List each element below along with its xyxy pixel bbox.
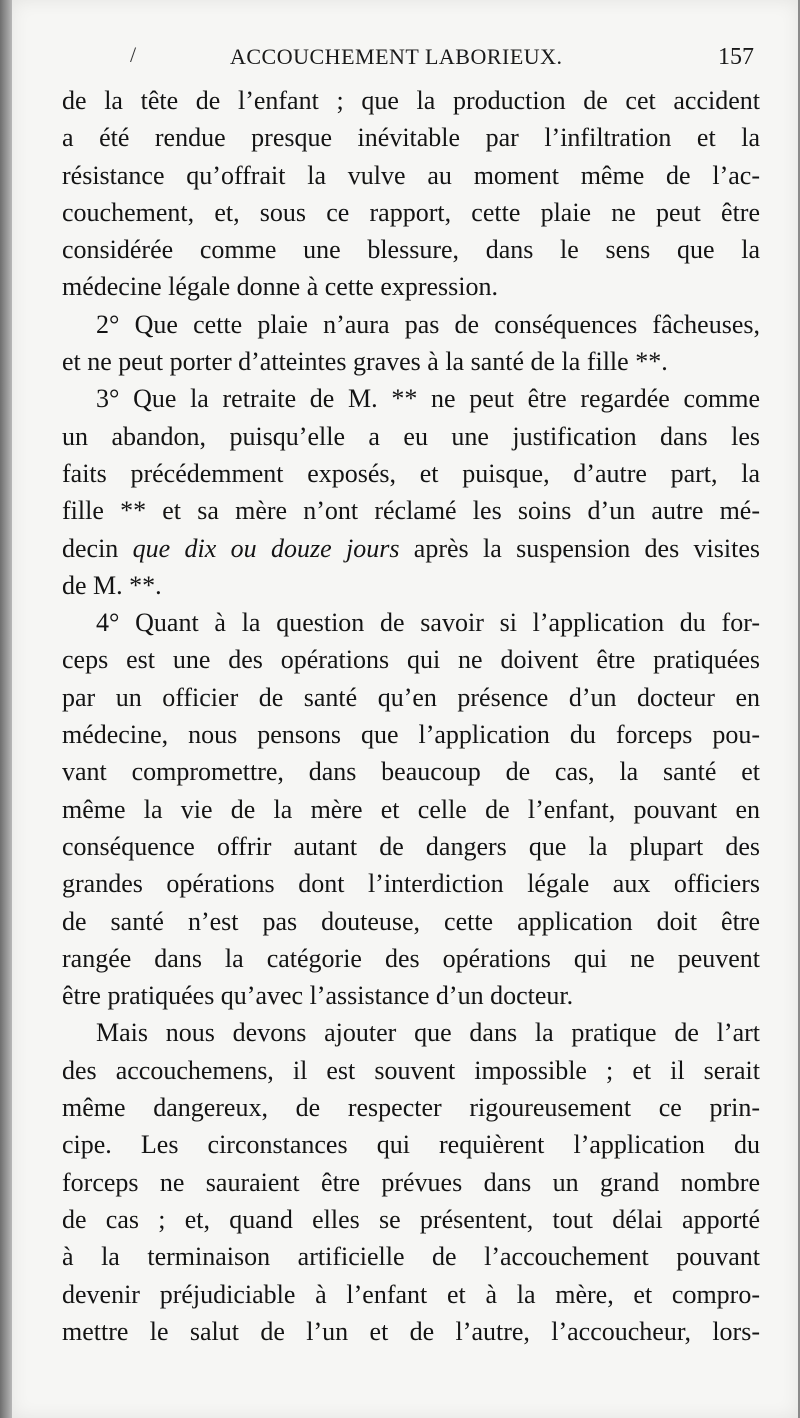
text-line: considérée comme une blessure, dans le sens que la [62, 235, 760, 265]
text-line: fille ** et sa mère n’ont réclamé les soins d’un autre mé- [62, 496, 760, 526]
text-line: ceps est une des opérations qui ne doivent être pratiquées [62, 645, 760, 675]
text-line: couchement, et, sous ce rapport, cette plaie ne peut être [62, 197, 760, 227]
text-line-mixed [62, 530, 760, 567]
text-line: mettre le salut de l’un et de l’autre, l’accoucheur, lors- [62, 1316, 760, 1346]
running-title: ACCOUCHEMENT LABORIEUX. [230, 44, 563, 69]
text-line: et ne peut porter d’atteintes graves à la santé de la fille **. [62, 347, 668, 377]
text-line: résistance qu’offrait la vulve au moment même de l’ac- [62, 160, 760, 190]
text-line: de M. **. [62, 570, 162, 600]
text-line: 4° Quant à la question de savoir si l’application du for- [96, 608, 760, 638]
text-segment: decin [62, 533, 119, 563]
text-line: a été rendue presque inévitable par l’infiltration et la [62, 123, 760, 153]
text-line: un abandon, puisqu’elle a eu une justification dans les [62, 421, 760, 451]
page-header [122, 40, 754, 80]
text-line: des accouchemens, il est souvent impossible ; et il serait [62, 1055, 760, 1085]
text-line: médecine légale donne à cette expression. [62, 272, 499, 302]
text-line: par un officier de santé qu’en présence d’un docteur en [62, 682, 760, 712]
page-number: 157 [718, 44, 754, 70]
page-left-edge [0, 0, 12, 1418]
text-line: vant compromettre, dans beaucoup de cas, la santé et [62, 757, 760, 787]
text-line: de santé n’est pas douteuse, cette application doit être [62, 906, 760, 936]
text-line: de la tête de l’enfant ; que la production de cet accident [62, 86, 760, 115]
text-line: forceps ne sauraient être prévues dans un grand nombre [62, 1167, 760, 1197]
text-line: être pratiquées qu’avec l’assistance d’un docteur. [62, 981, 574, 1011]
text-line: conséquence offrir autant de dangers que la plupart des [62, 831, 760, 861]
text-line: grandes opérations dont l’interdiction légale aux officiers [62, 869, 760, 899]
text-line: faits précédemment exposés, et puisque, d’autre part, la [62, 458, 760, 488]
text-line: même la vie de la mère et celle de l’enfant, pouvant en [62, 794, 760, 824]
text-segment: après la suspension des visites [413, 533, 760, 563]
text-line: à la terminaison artificielle de l’accouchement pouvant [62, 1242, 760, 1272]
text-line: même dangereux, de respecter rigoureusement ce prin- [62, 1093, 760, 1123]
text-line: cipe. Les circonstances qui requièrent l’application du [62, 1130, 760, 1160]
text-line: devenir préjudiciable à l’enfant et à la mère, et compro- [62, 1279, 760, 1309]
text-line: 2° Que cette plaie n’aura pas de conséquences fâcheuses, [96, 309, 760, 339]
book-page [12, 0, 798, 1418]
italic-text-segment: que dix ou douze jours [132, 533, 400, 563]
text-line: 3° Que la retraite de M. ** ne peut être regardée comme [96, 384, 760, 414]
text-line: Mais nous devons ajouter que dans la pratique de l’art [96, 1018, 760, 1048]
body-text [62, 82, 760, 1350]
text-line: de cas ; et, quand elles se présentent, tout délai apporté [62, 1204, 760, 1234]
text-line: médecine, nous pensons que l’application du forceps pou- [62, 720, 760, 750]
text-line: rangée dans la catégorie des opérations qui ne peuvent [62, 943, 760, 973]
header-mark: / [130, 42, 137, 67]
